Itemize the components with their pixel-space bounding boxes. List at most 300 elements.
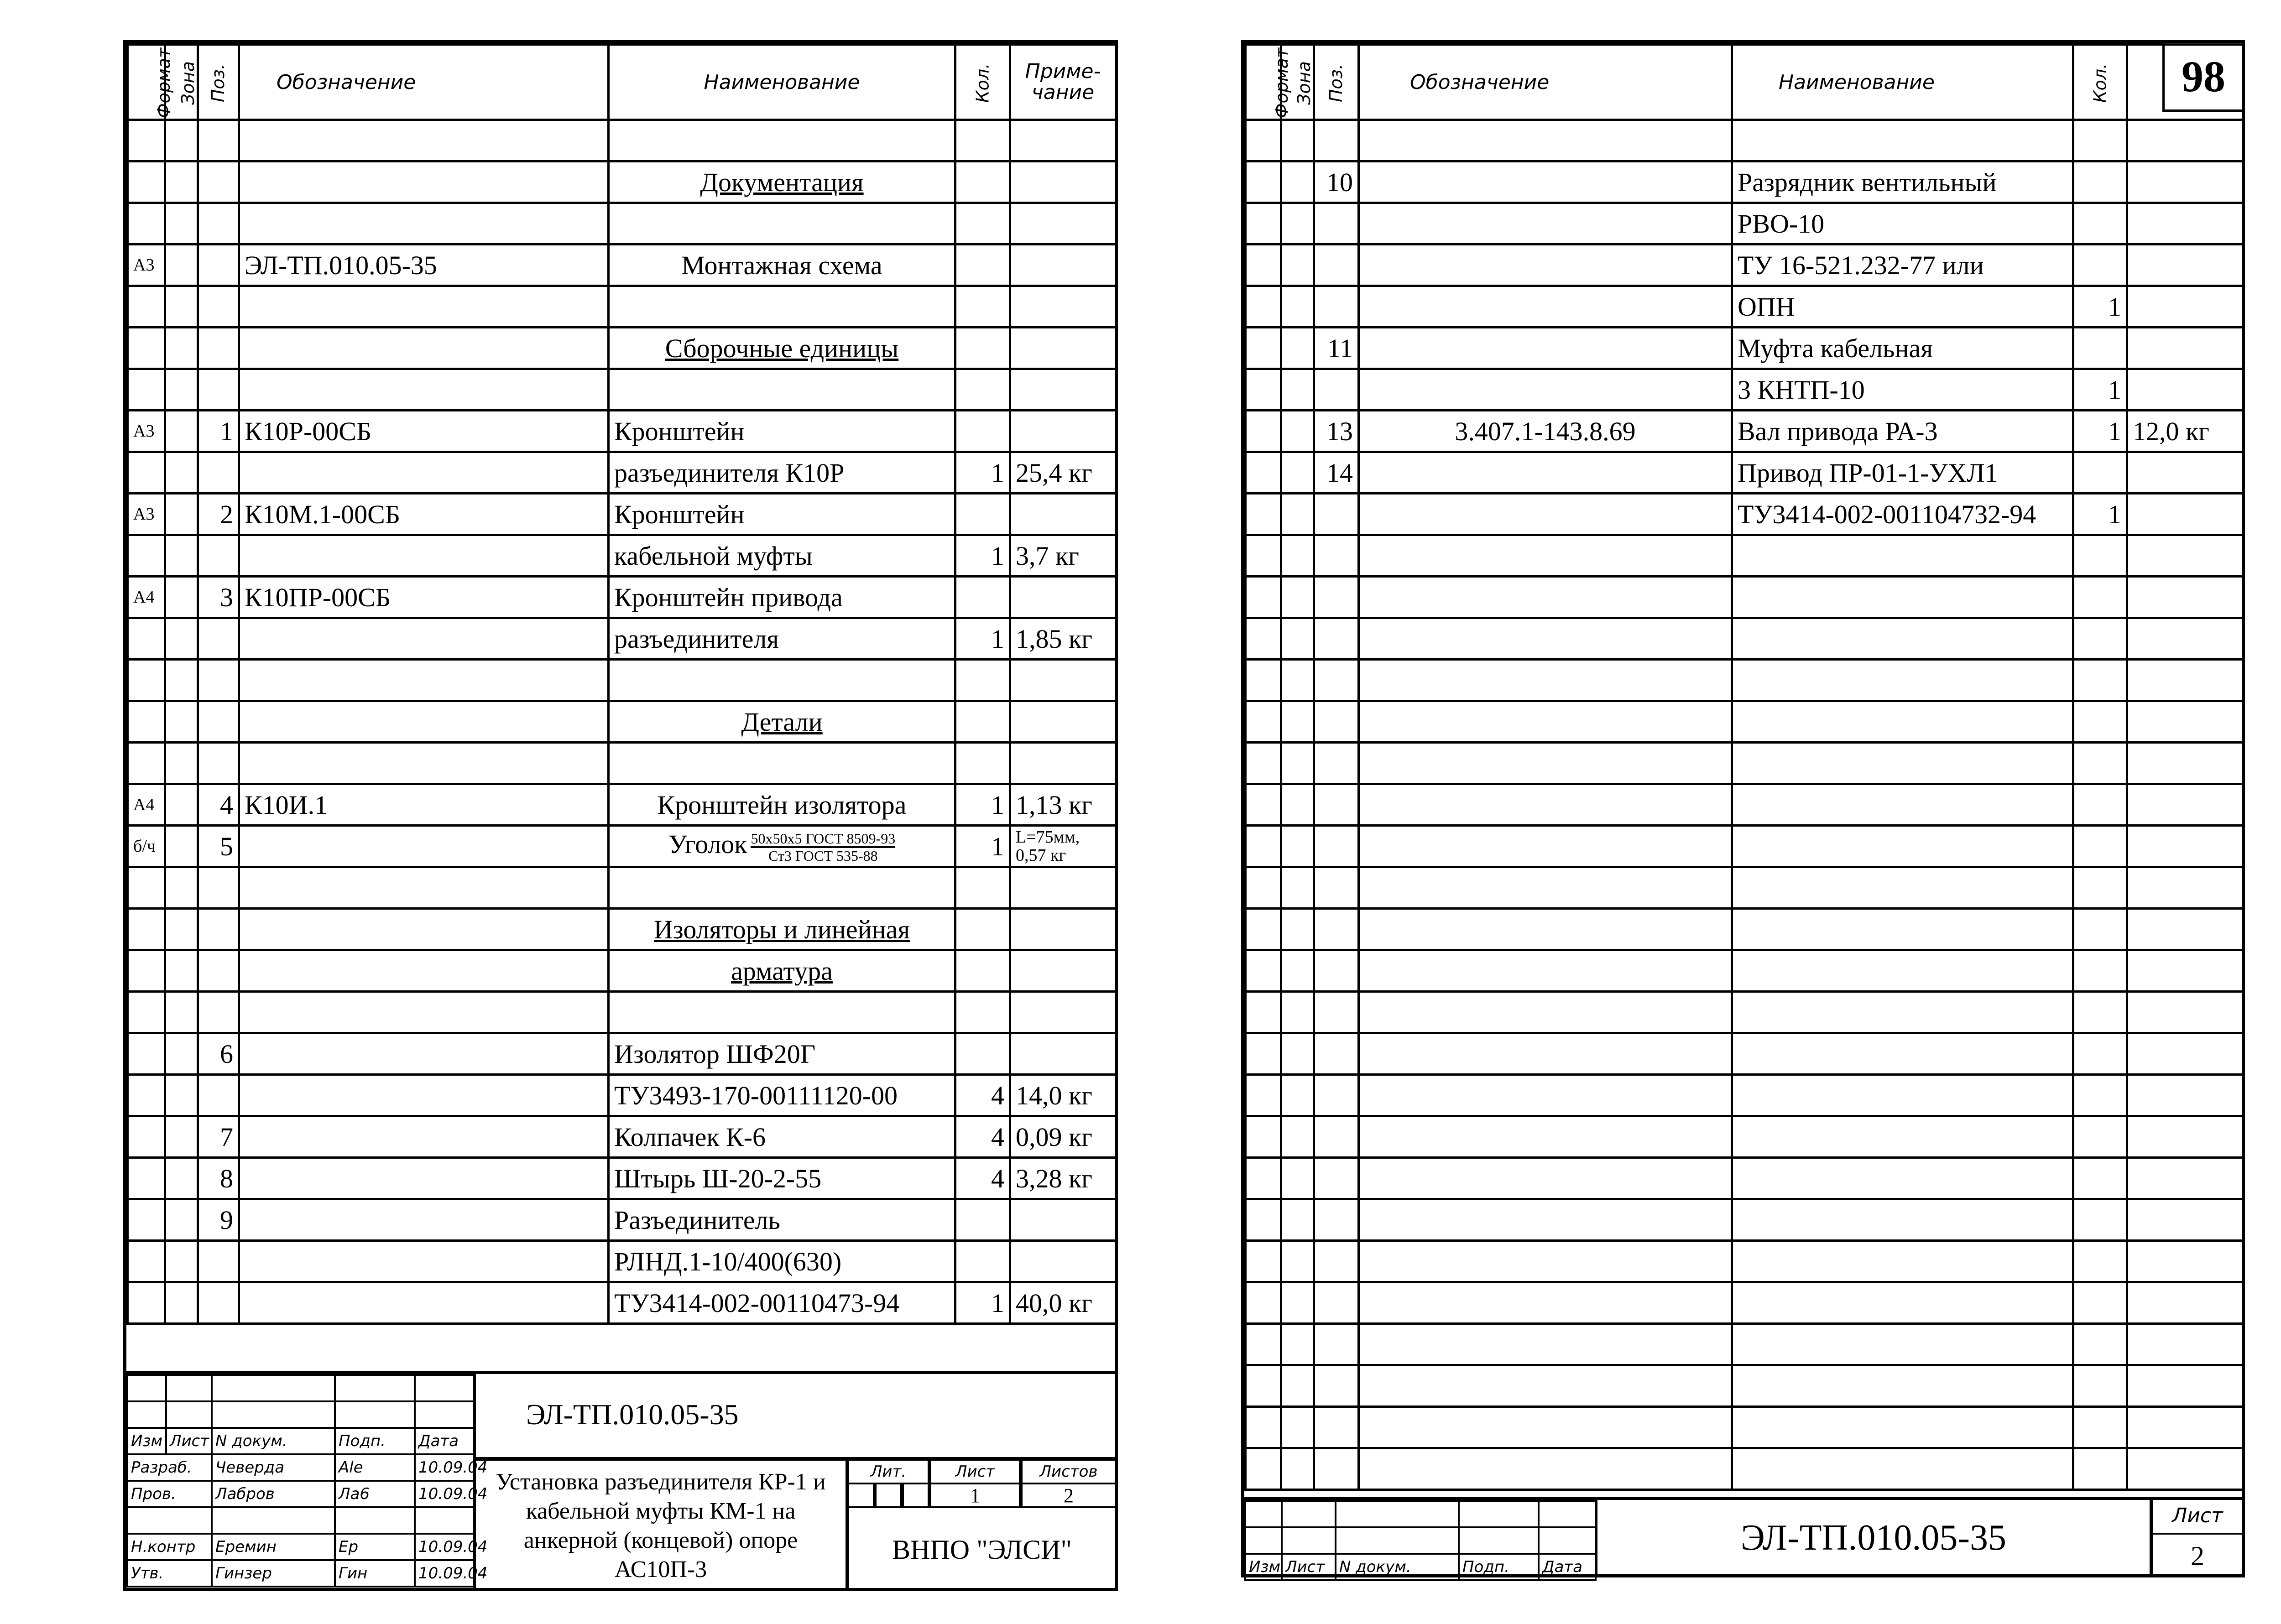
cell-name: ТУ 16-521.232-77 или bbox=[1732, 245, 2073, 286]
stamp-col-header: Изм bbox=[127, 1428, 166, 1454]
ugolok-label: Уголок bbox=[668, 829, 747, 859]
cell-note bbox=[2127, 1116, 2243, 1158]
table-row bbox=[1246, 618, 2243, 660]
table-row bbox=[1246, 909, 2243, 950]
table-row bbox=[128, 452, 1116, 494]
stamp-cell bbox=[166, 1401, 212, 1428]
cell-pos: 1 bbox=[198, 411, 239, 452]
stamp-cell bbox=[415, 1401, 474, 1428]
cell-designation: К10И.1 bbox=[239, 784, 609, 826]
cell-zone bbox=[1281, 1199, 1314, 1241]
left-stamp-grid bbox=[126, 1374, 488, 1588]
cell-name: Муфта кабельная bbox=[1732, 328, 2073, 369]
stamp-role: Пров. bbox=[127, 1481, 212, 1507]
cell-format bbox=[1246, 245, 1281, 286]
cell-pos bbox=[1314, 1075, 1359, 1116]
cell-note bbox=[1010, 120, 1116, 161]
cell-format bbox=[1246, 1282, 1281, 1324]
cell-zone bbox=[165, 1075, 198, 1116]
cell-note bbox=[1010, 411, 1116, 452]
cell-designation bbox=[1359, 494, 1732, 535]
cell-name: ТУ3414-002-001104732-94 bbox=[1732, 494, 2073, 535]
cell-note bbox=[2127, 1324, 2243, 1365]
cell-note bbox=[1010, 909, 1116, 950]
cell-format bbox=[1246, 618, 1281, 660]
cell-qty bbox=[2073, 452, 2127, 494]
cell-qty bbox=[2073, 1407, 2127, 1448]
table-row bbox=[1246, 452, 2243, 494]
cell-zone bbox=[1281, 992, 1314, 1033]
table-row bbox=[128, 411, 1116, 452]
stamp-signature: Ер bbox=[335, 1534, 415, 1560]
left-drawing-title: Установка разъединителя КР-1 и кабельной муфты КМ-1 на анкерной (концевой) опоре АС10П-3 bbox=[473, 1459, 847, 1591]
cell-format bbox=[128, 950, 165, 992]
cell-qty bbox=[955, 909, 1010, 950]
stamp-person-row bbox=[127, 1534, 474, 1560]
cell-designation bbox=[1359, 660, 1732, 701]
stamp-col-header: Подп. bbox=[335, 1428, 415, 1454]
table-row bbox=[1246, 826, 2243, 867]
cell-format bbox=[1246, 701, 1281, 743]
cell-format bbox=[1246, 1033, 1281, 1075]
table-row bbox=[1246, 1158, 2243, 1199]
cell-zone bbox=[165, 1033, 198, 1075]
org-name: ВНПО "ЭЛСИ" bbox=[847, 1506, 1115, 1591]
cell-format bbox=[128, 909, 165, 950]
cell-note bbox=[2127, 1033, 2243, 1075]
cell-designation bbox=[239, 203, 609, 245]
cell-pos bbox=[198, 452, 239, 494]
cell-note bbox=[2127, 452, 2243, 494]
cell-note bbox=[2127, 660, 2243, 701]
cell-note bbox=[1010, 328, 1116, 369]
stamp-row bbox=[1245, 1501, 1596, 1527]
stamp-col-header: Дата bbox=[1539, 1554, 1596, 1580]
table-row bbox=[1246, 992, 2243, 1033]
cell-note bbox=[1010, 494, 1116, 535]
stamp-person-row bbox=[127, 1481, 474, 1507]
cell-designation bbox=[239, 452, 609, 494]
cell-zone bbox=[165, 1158, 198, 1199]
cell-pos bbox=[198, 950, 239, 992]
cell-zone bbox=[1281, 1407, 1314, 1448]
cell-pos bbox=[198, 535, 239, 577]
stamp-signature: Гин bbox=[335, 1560, 415, 1587]
cell-pos bbox=[1314, 1158, 1359, 1199]
cell-qty: 1 bbox=[2073, 411, 2127, 452]
cell-note bbox=[2127, 369, 2243, 411]
cell-designation bbox=[239, 161, 609, 203]
cell-qty: 1 bbox=[955, 784, 1010, 826]
cell-zone bbox=[1281, 950, 1314, 992]
cell-note bbox=[1010, 701, 1116, 743]
cell-format bbox=[128, 1116, 165, 1158]
cell-note: 40,0 кг bbox=[1010, 1282, 1116, 1324]
stamp-role: Разраб. bbox=[127, 1454, 212, 1481]
cell-pos: 2 bbox=[198, 494, 239, 535]
table-row bbox=[128, 743, 1116, 784]
stamp-col-header: N докум. bbox=[212, 1428, 335, 1454]
cell-pos bbox=[1314, 1116, 1359, 1158]
cell-format: А3 bbox=[128, 411, 165, 452]
stamp-cell bbox=[127, 1401, 166, 1428]
right-sheet bbox=[1241, 40, 2245, 1577]
stamp-date: 10.09.04 bbox=[415, 1481, 474, 1507]
cell-pos bbox=[1314, 245, 1359, 286]
cell-name: РВО-10 bbox=[1732, 203, 2073, 245]
table-row bbox=[128, 1033, 1116, 1075]
table-row bbox=[1246, 328, 2243, 369]
cell-format bbox=[128, 535, 165, 577]
cell-note bbox=[2127, 535, 2243, 577]
cell-name bbox=[1732, 1033, 2073, 1075]
cell-pos bbox=[1314, 950, 1359, 992]
cell-name: разъединителя bbox=[609, 618, 955, 660]
cell-format bbox=[128, 867, 165, 909]
cell-designation bbox=[1359, 867, 1732, 909]
stamp-person-name: Еремин bbox=[212, 1534, 335, 1560]
cell-qty bbox=[2073, 1365, 2127, 1407]
cell-zone bbox=[1281, 535, 1314, 577]
cell-pos: 9 bbox=[198, 1199, 239, 1241]
cell-format bbox=[1246, 286, 1281, 328]
cell-format bbox=[1246, 1324, 1281, 1365]
cell-pos bbox=[1314, 660, 1359, 701]
cell-qty bbox=[955, 161, 1010, 203]
cell-name: Детали bbox=[609, 701, 955, 743]
cell-pos bbox=[1314, 203, 1359, 245]
cell-pos bbox=[198, 245, 239, 286]
cell-name: Изоляторы и линейная bbox=[609, 909, 955, 950]
stamp-cell bbox=[166, 1375, 212, 1401]
page-number: 98 bbox=[2162, 41, 2244, 112]
cell-qty bbox=[955, 411, 1010, 452]
cell-name: Кронштейн привода bbox=[609, 577, 955, 618]
cell-format bbox=[1246, 1365, 1281, 1407]
table-row bbox=[1246, 1241, 2243, 1282]
cell-note bbox=[2127, 909, 2243, 950]
cell-qty bbox=[2073, 535, 2127, 577]
cell-designation: К10Р-00СБ bbox=[239, 411, 609, 452]
cell-zone bbox=[1281, 826, 1314, 867]
cell-zone bbox=[165, 245, 198, 286]
sheets-value: 2 bbox=[1021, 1483, 1115, 1508]
cell-designation bbox=[1359, 1033, 1732, 1075]
cell-pos bbox=[1314, 494, 1359, 535]
cell-note: 1,85 кг bbox=[1010, 618, 1116, 660]
cell-name: Кронштейн bbox=[609, 494, 955, 535]
cell-pos bbox=[1314, 1199, 1359, 1241]
table-row bbox=[1246, 1199, 2243, 1241]
cell-format bbox=[128, 992, 165, 1033]
stamp-cell bbox=[335, 1401, 415, 1428]
stamp-cell bbox=[1459, 1527, 1539, 1554]
cell-qty bbox=[2073, 1282, 2127, 1324]
cell-pos bbox=[1314, 286, 1359, 328]
table-row bbox=[128, 867, 1116, 909]
cell-name bbox=[609, 992, 955, 1033]
cell-qty bbox=[2073, 1033, 2127, 1075]
cell-pos bbox=[198, 1241, 239, 1282]
cell-name: Вал привода РА-3 bbox=[1732, 411, 2073, 452]
right-sheet-label: Лист bbox=[2151, 1498, 2242, 1535]
stamp-cell bbox=[1539, 1527, 1596, 1554]
cell-format bbox=[128, 1241, 165, 1282]
cell-zone bbox=[1281, 701, 1314, 743]
cell-format bbox=[1246, 867, 1281, 909]
cell-designation bbox=[1359, 369, 1732, 411]
cell-qty bbox=[2073, 120, 2127, 161]
table-row bbox=[128, 784, 1116, 826]
table-row bbox=[1246, 743, 2243, 784]
stamp-cell bbox=[1336, 1527, 1459, 1554]
table-row bbox=[1246, 784, 2243, 826]
stamp-row bbox=[127, 1375, 474, 1401]
cell-designation bbox=[1359, 1199, 1732, 1241]
cell-pos: 13 bbox=[1314, 411, 1359, 452]
cell-zone bbox=[165, 1199, 198, 1241]
cell-format bbox=[1246, 328, 1281, 369]
cell-format bbox=[128, 286, 165, 328]
table-row bbox=[128, 660, 1116, 701]
table-row bbox=[1246, 1448, 2243, 1490]
table-row bbox=[128, 577, 1116, 618]
cell-designation bbox=[239, 1075, 609, 1116]
cell-format bbox=[1246, 452, 1281, 494]
cell-qty bbox=[2073, 867, 2127, 909]
cell-qty: 1 bbox=[955, 1282, 1010, 1324]
cell-pos bbox=[1314, 535, 1359, 577]
cell-pos bbox=[1314, 369, 1359, 411]
cell-name bbox=[1732, 1158, 2073, 1199]
stamp-col-header: Подп. bbox=[1459, 1554, 1539, 1580]
table-row bbox=[1246, 1116, 2243, 1158]
cell-pos bbox=[198, 701, 239, 743]
cell-zone bbox=[1281, 203, 1314, 245]
cell-name bbox=[1732, 784, 2073, 826]
stamp-signature: Ale bbox=[335, 1454, 415, 1481]
cell-qty bbox=[2073, 1448, 2127, 1490]
cell-qty: 4 bbox=[955, 1158, 1010, 1199]
cell-note bbox=[2127, 1199, 2243, 1241]
cell-note bbox=[1010, 1033, 1116, 1075]
sheet-label: Лист bbox=[929, 1459, 1021, 1484]
cell-note bbox=[2127, 701, 2243, 743]
cell-format bbox=[128, 701, 165, 743]
cell-designation bbox=[1359, 701, 1732, 743]
cell-zone bbox=[165, 1241, 198, 1282]
header-note: Приме-чание bbox=[1010, 45, 1116, 120]
stamp-person-row bbox=[127, 1507, 474, 1534]
cell-qty: 1 bbox=[2073, 494, 2127, 535]
cell-designation bbox=[1359, 1448, 1732, 1490]
table-row bbox=[1246, 161, 2243, 203]
table-row bbox=[128, 161, 1116, 203]
ugolok-standard-fraction bbox=[751, 831, 895, 864]
table-row bbox=[128, 950, 1116, 992]
cell-note bbox=[2127, 1282, 2243, 1324]
left-sheet bbox=[123, 40, 1118, 1591]
cell-qty: 1 bbox=[2073, 286, 2127, 328]
header-zone: Зона bbox=[165, 45, 198, 120]
cell-format bbox=[128, 203, 165, 245]
cell-designation bbox=[239, 535, 609, 577]
cell-designation bbox=[1359, 535, 1732, 577]
cell-name bbox=[1732, 1365, 2073, 1407]
cell-name: Разъединитель bbox=[609, 1199, 955, 1241]
cell-qty bbox=[2073, 1199, 2127, 1241]
fraction-bottom: Ст3 ГОСТ 535-88 bbox=[768, 847, 878, 864]
header-zone: Зона bbox=[1281, 45, 1314, 120]
cell-designation bbox=[1359, 120, 1732, 161]
fraction-top: 50х50х5 ГОСТ 8509-93 bbox=[751, 831, 895, 848]
cell-format bbox=[1246, 577, 1281, 618]
table-row bbox=[128, 618, 1116, 660]
table-row bbox=[1246, 1282, 2243, 1324]
cell-pos bbox=[198, 1075, 239, 1116]
cell-format bbox=[1246, 826, 1281, 867]
cell-format: А3 bbox=[128, 245, 165, 286]
cell-qty bbox=[2073, 701, 2127, 743]
stamp-person-row bbox=[127, 1560, 474, 1587]
cell-note bbox=[2127, 867, 2243, 909]
cell-name: Документация bbox=[609, 161, 955, 203]
cell-designation bbox=[1359, 743, 1732, 784]
table-row bbox=[128, 826, 1116, 867]
cell-qty bbox=[955, 120, 1010, 161]
cell-qty: 1 bbox=[2073, 369, 2127, 411]
cell-qty bbox=[2073, 328, 2127, 369]
cell-pos: 8 bbox=[198, 1158, 239, 1199]
cell-note bbox=[2127, 286, 2243, 328]
cell-name bbox=[1732, 1199, 2073, 1241]
cell-qty: 1 bbox=[955, 618, 1010, 660]
cell-qty bbox=[2073, 203, 2127, 245]
stamp-header-row bbox=[127, 1428, 474, 1454]
cell-pos: 5 bbox=[198, 826, 239, 867]
cell-qty bbox=[2073, 1116, 2127, 1158]
left-title-block bbox=[126, 1371, 1115, 1588]
header-pos: Поз. bbox=[198, 45, 239, 120]
cell-qty bbox=[955, 577, 1010, 618]
cell-designation bbox=[239, 1241, 609, 1282]
cell-pos bbox=[198, 286, 239, 328]
cell-zone bbox=[165, 618, 198, 660]
cell-format bbox=[1246, 909, 1281, 950]
cell-designation bbox=[239, 701, 609, 743]
cell-designation bbox=[239, 1282, 609, 1324]
cell-zone bbox=[165, 120, 198, 161]
cell-name: РЛНД.1-10/400(630) bbox=[609, 1241, 955, 1282]
cell-zone bbox=[1281, 909, 1314, 950]
cell-name bbox=[1732, 577, 2073, 618]
cell-note bbox=[1010, 369, 1116, 411]
cell-qty bbox=[2073, 245, 2127, 286]
lit-label: Лит. bbox=[847, 1459, 929, 1484]
lit-cell-3 bbox=[902, 1483, 929, 1508]
cell-zone bbox=[1281, 1241, 1314, 1282]
stamp-date bbox=[415, 1507, 474, 1534]
cell-designation bbox=[239, 120, 609, 161]
cell-qty bbox=[955, 701, 1010, 743]
table-row bbox=[1246, 245, 2243, 286]
cell-format bbox=[128, 452, 165, 494]
stamp-cell bbox=[1282, 1501, 1336, 1527]
right-spec-table bbox=[1244, 43, 2244, 1491]
cell-qty bbox=[955, 494, 1010, 535]
cell-note bbox=[2127, 494, 2243, 535]
cell-qty bbox=[955, 660, 1010, 701]
header-designation: Обозначение bbox=[239, 45, 609, 120]
cell-pos bbox=[1314, 618, 1359, 660]
cell-name: Кронштейн bbox=[609, 411, 955, 452]
cell-name: Штырь Ш-20-2-55 bbox=[609, 1158, 955, 1199]
cell-zone bbox=[1281, 120, 1314, 161]
cell-format bbox=[1246, 203, 1281, 245]
cell-designation bbox=[239, 328, 609, 369]
cell-format bbox=[128, 1282, 165, 1324]
table-row bbox=[128, 992, 1116, 1033]
cell-qty bbox=[955, 1241, 1010, 1282]
table-row bbox=[1246, 577, 2243, 618]
cell-qty bbox=[955, 203, 1010, 245]
table-row bbox=[1246, 950, 2243, 992]
cell-format bbox=[1246, 1158, 1281, 1199]
right-stamp-grid bbox=[1244, 1500, 1597, 1581]
cell-zone bbox=[165, 660, 198, 701]
table-row bbox=[128, 286, 1116, 328]
cell-pos bbox=[1314, 1282, 1359, 1324]
table-row bbox=[128, 120, 1116, 161]
table-row bbox=[1246, 1033, 2243, 1075]
cell-designation bbox=[1359, 452, 1732, 494]
cell-format bbox=[1246, 660, 1281, 701]
stamp-cell bbox=[1245, 1501, 1282, 1527]
cell-qty bbox=[955, 1199, 1010, 1241]
cell-format bbox=[1246, 1241, 1281, 1282]
cell-name bbox=[609, 120, 955, 161]
cell-note: 12,0 кг bbox=[2127, 411, 2243, 452]
cell-designation: ЭЛ-ТП.010.05-35 bbox=[239, 245, 609, 286]
cell-designation bbox=[1359, 1075, 1732, 1116]
cell-format bbox=[1246, 784, 1281, 826]
cell-pos: 10 bbox=[1314, 161, 1359, 203]
cell-zone bbox=[165, 867, 198, 909]
cell-name: Разрядник вентильный bbox=[1732, 161, 2073, 203]
cell-note: 3,7 кг bbox=[1010, 535, 1116, 577]
table-row bbox=[128, 1116, 1116, 1158]
table-row bbox=[128, 701, 1116, 743]
cell-note bbox=[1010, 286, 1116, 328]
cell-format bbox=[128, 1033, 165, 1075]
cell-qty: 1 bbox=[955, 452, 1010, 494]
cell-designation bbox=[1359, 909, 1732, 950]
cell-note bbox=[2127, 618, 2243, 660]
cell-pos: 3 bbox=[198, 577, 239, 618]
cell-designation bbox=[239, 1033, 609, 1075]
cell-format bbox=[1246, 161, 1281, 203]
cell-pos bbox=[1314, 1365, 1359, 1407]
header-designation: Обозначение bbox=[1359, 45, 1732, 120]
cell-note bbox=[1010, 245, 1116, 286]
table-row bbox=[128, 909, 1116, 950]
cell-designation: 3.407.1-143.8.69 bbox=[1359, 411, 1732, 452]
cell-name bbox=[1732, 660, 2073, 701]
right-sheet-value: 2 bbox=[2151, 1533, 2242, 1577]
cell-note: 3,28 кг bbox=[1010, 1158, 1116, 1199]
cell-format bbox=[1246, 1448, 1281, 1490]
cell-zone bbox=[1281, 1158, 1314, 1199]
